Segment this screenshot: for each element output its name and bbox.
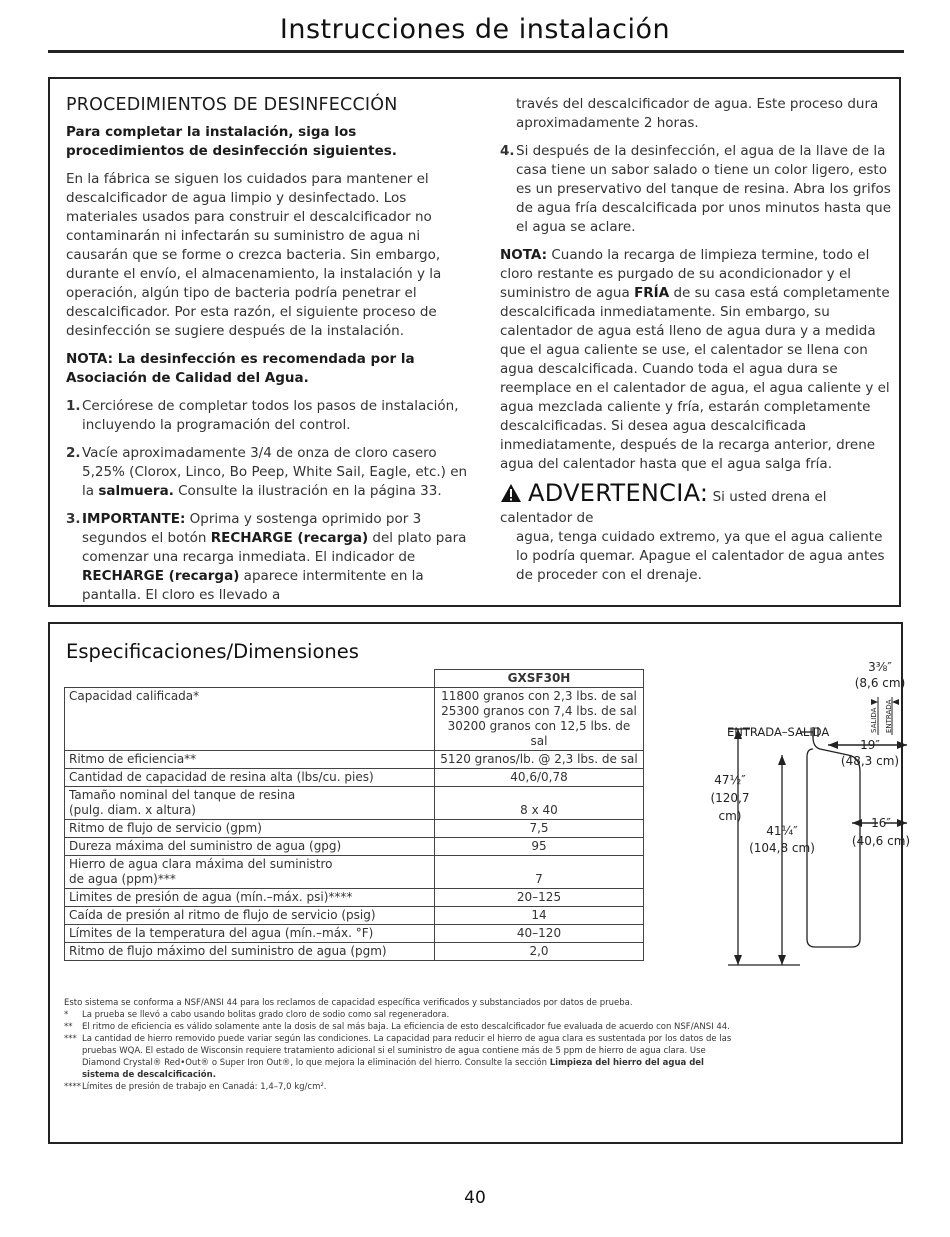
step-text: Cerciórese de completar todos los pasos de instalación, incluyendo la programación del control. <box>82 398 459 433</box>
spec-label: Hierro de agua clara máxima del suministro de agua (ppm)*** <box>65 856 435 889</box>
step-4 <box>500 142 892 237</box>
step-text: Si después de la desinfección, el agua de la llave de la casa tiene un sabor salado o tiene un color ligero, esto es un preservativo del tanque de resina. Abra los grifos de agua fría descalcificada por unos minutos hasta que el agua se aclare. <box>516 143 892 235</box>
note-text: Cuando la recarga de limpieza termine, todo el cloro restante es purgado de su acondicionador y el suministro de agua <box>500 247 870 301</box>
note-bold: FRÍA <box>634 285 670 301</box>
spec-label: Ritmo de flujo máximo del suministro de agua (pgm) <box>65 943 435 961</box>
table-row <box>65 751 644 769</box>
table-header-blank <box>65 670 435 688</box>
title-rule <box>48 50 904 53</box>
specifications-table <box>64 669 644 961</box>
specifications-section <box>48 622 911 1144</box>
footnote-mark: * <box>64 1010 69 1020</box>
spec-value: 14 <box>435 907 644 925</box>
table-row <box>65 856 644 889</box>
spec-value: 40,6/0,78 <box>435 769 644 787</box>
spec-value: 2,0 <box>435 943 644 961</box>
page-title: Instrucciones de instalación <box>279 14 671 45</box>
height-cm-unit: cm) <box>718 809 742 823</box>
step-3 <box>66 510 476 605</box>
table-header-row <box>65 670 644 688</box>
warning-icon <box>500 483 522 509</box>
disinfection-section <box>48 77 901 607</box>
step-bold: IMPORTANTE: <box>82 511 186 527</box>
width-cm: (48,3 cm) <box>840 754 900 768</box>
table-row <box>65 838 644 856</box>
height-cm: (120,7 <box>710 791 750 805</box>
footnote-text: Límites de presión de trabajo en Canadá: 1,4–7,0 kg/cm². <box>82 1082 327 1092</box>
spec-label: Ritmo de flujo de servicio (gpm) <box>65 820 435 838</box>
footnote-text: El ritmo de eficiencia es válido solamente ante la dosis de sal más baja. La eficiencia de esto descalcificador fue evaluada de acuerdo con NSF/ANSI 44. <box>82 1022 730 1032</box>
specifications-heading: Especificaciones/Dimensiones <box>66 640 359 663</box>
spec-value: 8 x 40 <box>435 787 644 820</box>
salida-label: SALIDA <box>870 707 878 733</box>
footnote-1 <box>64 1009 744 1021</box>
disinfection-lead: Para completar la instalación, siga los procedimientos de desinfección siguientes. <box>66 124 397 159</box>
dimensions-diagram <box>670 657 911 977</box>
warning-title: ADVERTENCIA: <box>528 479 709 507</box>
disinfection-steps <box>66 397 476 605</box>
inner-height-inches: 41¼″ <box>766 824 798 838</box>
table-row <box>65 820 644 838</box>
step-3-continued: través del descalcificador de agua. Este proceso dura aproximadamente 2 horas. <box>516 96 879 131</box>
entrada-salida-label: ENTRADA–SALIDA <box>727 725 830 739</box>
disinfection-intro: En la fábrica se siguen los cuidados para mantener el descalcificador de agua limpio y desinfectado. Los materiales usados para construir el descalcificador no contaminarán ni infectarán su suministro de agua ni causarán que se forme o crezca bacteria. Sin embargo, durante el envío, el almacenamiento, la instalación y la operación, algún tipo de bacteria podría penetrar el descalcificador. Por esta razón, el siguiente proceso de desinfección se sugiere después de la instalación. <box>66 171 442 339</box>
step-number: 2. <box>66 445 81 461</box>
step-number: 4. <box>500 143 515 159</box>
spec-label: Ritmo de eficiencia** <box>65 751 435 769</box>
disinfection-note: NOTA: La desinfección es recomendada por la Asociación de Calidad del Agua. <box>66 351 415 386</box>
step-2 <box>66 444 476 501</box>
footnotes <box>64 997 744 1093</box>
footnote-text: La cantidad de hierro removido puede variar según las condiciones. La capacidad para reducir el hierro de agua clara es sustentada por los datos de las pruebas WQA. El estado de Wisconsin requiere tratamiento adicional si el suministro de agua contiene más de 5 ppm de hierro de agua clara. Use Diamond Crystal® Red•Out® o Super Iron Out®, lo que mejora la eliminación del hierro. Consulte la sección <box>82 1034 732 1068</box>
spec-value: 7,5 <box>435 820 644 838</box>
warning-text: Si usted drena el calentador de <box>500 489 827 526</box>
recharge-indicator-label: RECHARGE (recarga) <box>82 568 240 584</box>
depth-cm: (40,6 cm) <box>851 834 911 848</box>
spec-label: Tamaño nominal del tanque de resina (pulg. diam. x altura) <box>65 787 435 820</box>
step-text: del plato para comenzar una recarga inmediata. El indicador de <box>82 530 467 565</box>
spec-label: Limites de presión de agua (mín.–máx. psi)**** <box>65 889 435 907</box>
height-inches: 47½″ <box>714 773 746 787</box>
spec-value: 40–120 <box>435 925 644 943</box>
footnote-mark: *** <box>64 1034 77 1044</box>
spec-value: 11800 granos con 2,3 lbs. de sal 25300 granos con 7,4 lbs. de sal 30200 granos con 12,5 lbs. de sal <box>435 688 644 751</box>
warning-block <box>500 479 892 585</box>
entrada-label: ENTRADA <box>885 699 893 733</box>
table-row <box>65 787 644 820</box>
width-inches: 19″ <box>860 738 880 752</box>
spec-value: 95 <box>435 838 644 856</box>
table-row <box>65 769 644 787</box>
spec-label: Cantidad de capacidad de resina alta (lbs/cu. pies) <box>65 769 435 787</box>
spec-value: 7 <box>435 856 644 889</box>
spec-value: 5120 granos/lb. @ 2,3 lbs. de sal <box>435 751 644 769</box>
step-text: Oprima y sostenga oprimido por 3 segundos el botón <box>82 511 422 546</box>
footnote-2 <box>64 1021 744 1033</box>
step-number: 1. <box>66 398 81 414</box>
specifications-body <box>65 688 644 961</box>
page-number: 40 <box>464 1188 486 1208</box>
step-number: 3. <box>66 511 81 527</box>
spec-label: Caída de presión al ritmo de flujo de servicio (psig) <box>65 907 435 925</box>
top-width-cm: (8,6 cm) <box>854 676 906 690</box>
footnote-4 <box>64 1081 744 1093</box>
disinfection-heading: PROCEDIMIENTOS DE DESINFECCIÓN <box>66 95 398 115</box>
note-2 <box>500 246 892 474</box>
footnote-text: La prueba se llevó a cabo usando bolitas grado cloro de sodio como sal regeneradora. <box>82 1010 450 1020</box>
step-bold: salmuera. <box>98 483 174 499</box>
spec-label: Capacidad calificada* <box>65 688 435 751</box>
footnote-mark: ** <box>64 1022 73 1032</box>
footnote-intro: Esto sistema se conforma a NSF/ANSI 44 para los reclamos de capacidad específica verificados y substanciados por datos de prueba. <box>64 998 633 1008</box>
model-header: GXSF30H <box>435 670 644 688</box>
step-1 <box>66 397 476 435</box>
warning-text-continued: agua, tenga cuidado extremo, ya que el agua caliente lo podría quemar. Apague el calentador de agua antes de proceder con el drenaje. <box>516 529 885 583</box>
depth-inches: 16″ <box>871 816 891 830</box>
step-text: Consulte la ilustración en la página 33. <box>173 483 442 499</box>
spec-label: Límites de la temperatura del agua (mín.–máx. °F) <box>65 925 435 943</box>
table-row <box>65 925 644 943</box>
footnote-mark: **** <box>64 1082 81 1092</box>
inner-height-cm: (104,8 cm) <box>749 841 815 855</box>
note-label: NOTA: <box>500 247 548 263</box>
spec-label: Dureza máxima del suministro de agua (gpg) <box>65 838 435 856</box>
footnote-3 <box>64 1033 744 1081</box>
top-width-inches: 3⅜″ <box>868 660 892 674</box>
table-row <box>65 688 644 751</box>
table-row <box>65 889 644 907</box>
step-text: aparece intermitente en la pantalla. El cloro es llevado a <box>82 568 424 603</box>
note-text: de su casa está completamente descalcificada inmediatamente. Sin embargo, su calentador de agua está lleno de agua dura y a medida que el agua caliente se use, el calentador se llena con agua descalcificada. Cuando toda el agua dura se reemplace en el calentador de agua, el agua caliente y el agua mezclada caliente y fría, estarán completamente descalcificadas. Si desea agua descalcificada inmediatamente, después de la recarga anterior, drene agua del calentador hasta que el agua salga fría. <box>500 285 890 472</box>
table-row <box>65 907 644 925</box>
spec-value: 20–125 <box>435 889 644 907</box>
left-column <box>66 95 476 614</box>
table-row <box>65 943 644 961</box>
footnote-bold: Limpieza del hierro del agua del sistema de descalcificación. <box>82 1058 704 1080</box>
step-text: Vacíe aproximadamente 3/4 de onza de cloro casero 5,25% (Clorox, Linco, Bo Peep, White Sail, Eagle, etc.) en la <box>82 445 468 499</box>
right-column <box>500 95 892 585</box>
recharge-button-label: RECHARGE (recarga) <box>210 530 369 546</box>
